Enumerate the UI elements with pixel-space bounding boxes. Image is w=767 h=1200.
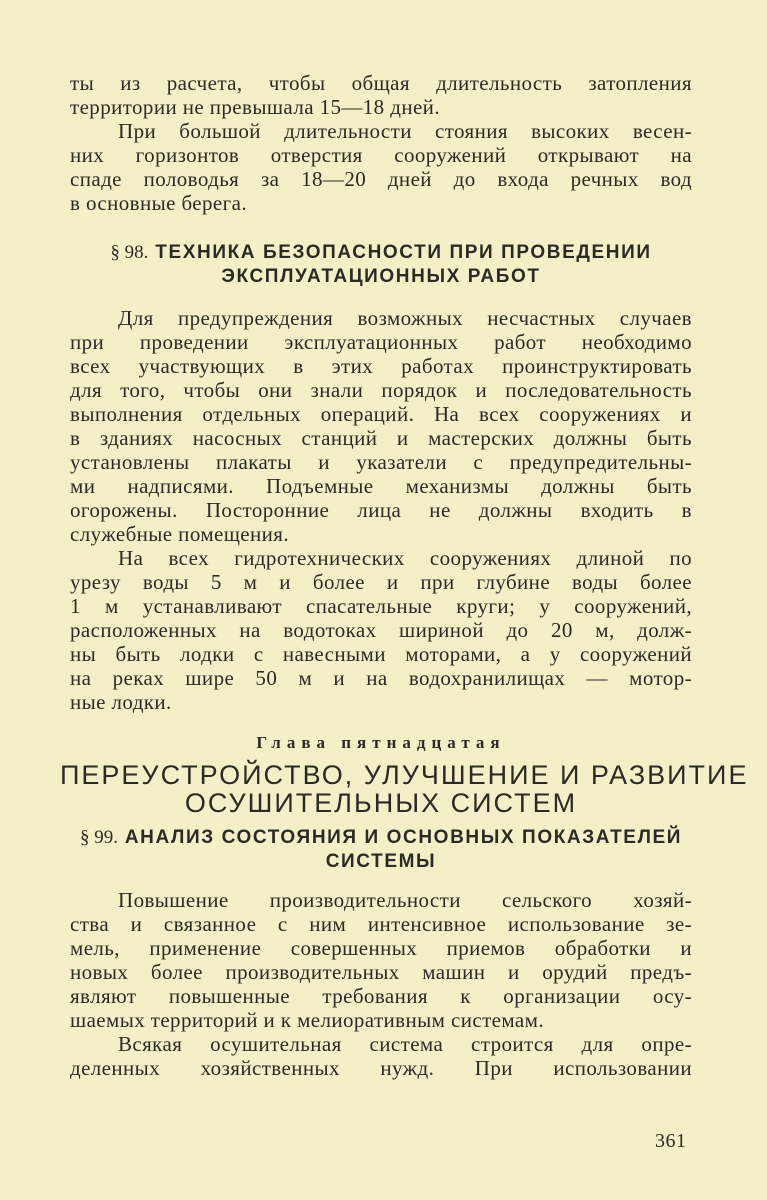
text-line: при проведении эксплуатационных работ необходимо — [70, 330, 692, 354]
section-number: § 98. — [110, 242, 149, 263]
text-line: расположенных на водотоках шириной до 20 м, долж- — [70, 618, 692, 642]
section-number: § 99. — [79, 827, 118, 848]
section-title: АНАЛИЗ СОСТОЯНИЯ И ОСНОВНЫХ ПОКАЗАТЕЛЕЙ — [124, 827, 683, 848]
section-heading — [70, 826, 692, 850]
page-number: 361 — [655, 1130, 687, 1152]
text-line: в зданиях насосных станций и мастерских должны быть — [70, 426, 692, 450]
text-line: установлены плакаты и указатели с предупредительны- — [70, 450, 692, 474]
text-line: ства и связанное с ним интенсивное использование зе- — [70, 912, 692, 936]
section-heading — [70, 241, 692, 265]
text-line: спаде половодья за 18—20 дней до входа речных вод — [70, 167, 692, 191]
text-line: деленных хозяйственных нужд. При использовании — [70, 1056, 692, 1080]
text-line: новых более производительных машин и орудий предъ- — [70, 960, 692, 984]
text-line: ты из расчета, чтобы общая длительность затопления — [70, 71, 692, 95]
section-heading-line2: ЭКСПЛУАТАЦИОННЫХ РАБОТ — [221, 266, 541, 287]
text-line: них горизонтов отверстия сооружений открывают на — [70, 143, 692, 167]
text-line: в основные берега. — [70, 191, 248, 215]
text-line: ные лодки. — [70, 690, 172, 714]
text-line: огорожены. Посторонние лица не должны входить в — [70, 498, 692, 522]
text-line: на реках шире 50 м и на водохранилищах — мотор- — [70, 666, 692, 690]
text-line: служебные помещения. — [70, 522, 290, 546]
text-line: Всякая осушительная система строится для опре- — [118, 1032, 692, 1056]
chapter-title: ПЕРЕУСТРОЙСТВО, УЛУЧШЕНИЕ И РАЗВИТИЕ — [60, 760, 749, 790]
chapter-label: Глава пятнадцатая — [256, 733, 506, 752]
text-line: ми надписями. Подъемные механизмы должны быть — [70, 474, 692, 498]
section-title: ТЕХНИКА БЕЗОПАСНОСТИ ПРИ ПРОВЕДЕНИИ — [155, 242, 652, 263]
text-line: 1 м устанавливают спасательные круги; у сооружений, — [70, 594, 692, 618]
section-heading-line2: СИСТЕМЫ — [325, 851, 437, 872]
text-line: территории не превышала 15—18 дней. — [70, 95, 440, 119]
text-line: выполнения отдельных операций. На всех сооружениях и — [70, 402, 692, 426]
text-line: всех участвующих в этих работах проинструктировать — [70, 354, 692, 378]
text-line: На всех гидротехнических сооружениях длиной по — [118, 546, 692, 570]
text-line: урезу воды 5 м и более и при глубине воды более — [70, 570, 692, 594]
text-line: При большой длительности стояния высоких весен- — [118, 119, 692, 143]
chapter-title-line2: ОСУШИТЕЛЬНЫХ СИСТЕМ — [184, 788, 578, 818]
text-line: являют повышенные требования к организации осу- — [70, 984, 692, 1008]
text-line: шаемых территорий и к мелиоративным системам. — [70, 1008, 544, 1032]
text-line: ны быть лодки с навесными моторами, а у сооружений — [70, 642, 692, 666]
text-line: Повышение производительности сельского хозяй- — [118, 888, 692, 912]
text-line: для того, чтобы они знали порядок и последовательность — [70, 378, 692, 402]
text-line: Для предупреждения возможных несчастных случаев — [118, 306, 692, 330]
text-line: мель, применение совершенных приемов обработки и — [70, 936, 692, 960]
